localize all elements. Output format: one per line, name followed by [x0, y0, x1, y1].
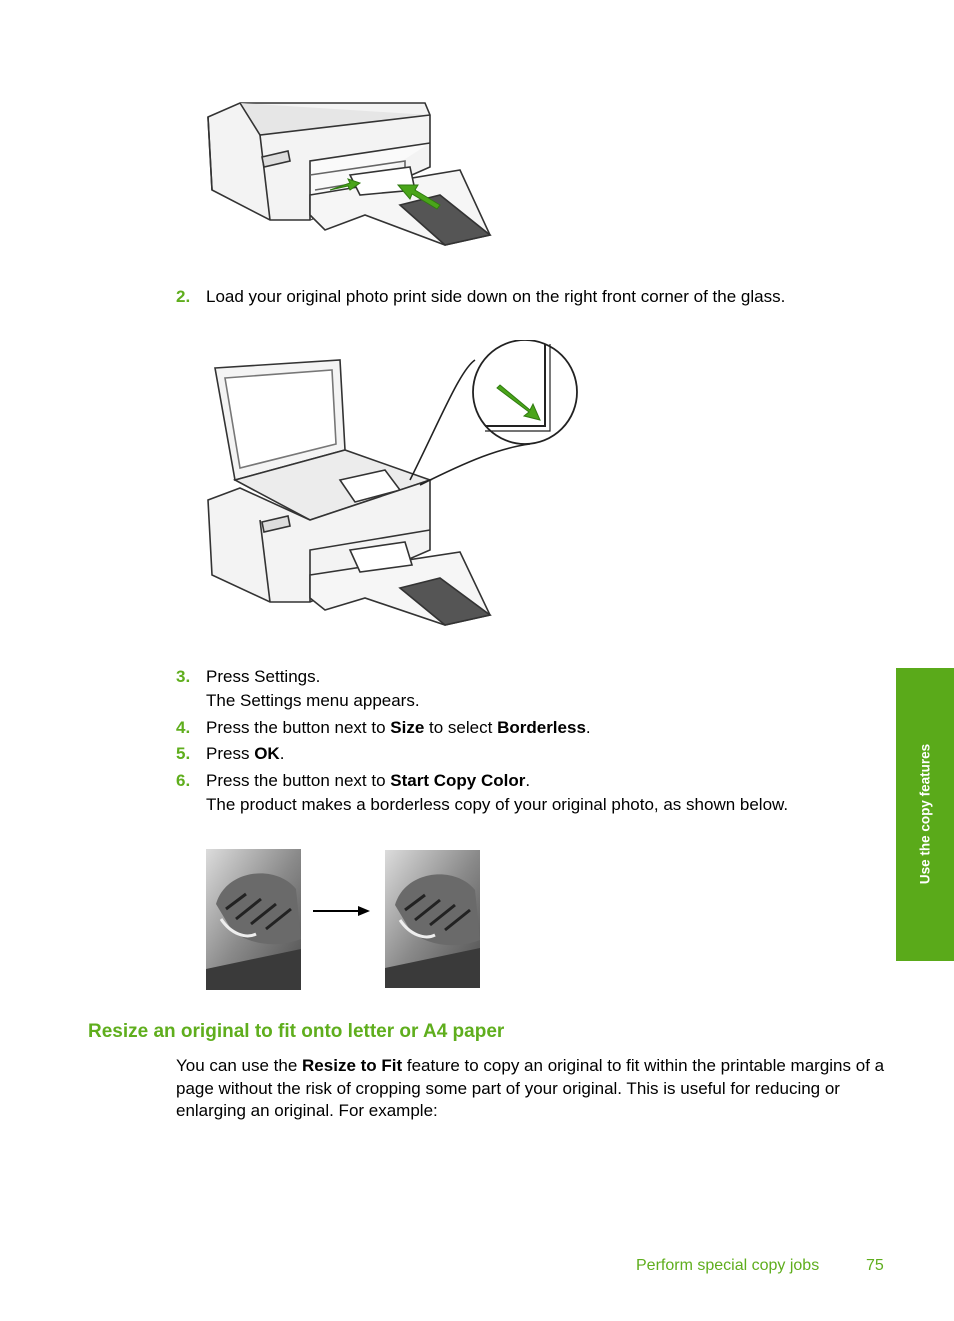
section-heading: Resize an original to fit onto letter or A4 paper: [88, 1021, 505, 1042]
step-subtext: The product makes a borderless copy of your original photo, as shown below.: [206, 795, 789, 814]
bold-term: Start Copy Color: [390, 771, 526, 790]
printer-loading-illustration: [200, 95, 495, 250]
step-subtext: The Settings menu appears.: [206, 691, 420, 710]
step-text: .: [585, 718, 591, 737]
paragraph-text: feature to copy an original to fit within the printable margins of a page without the risk of cropping some part of your original. This is useful for reducing or enlarging an original. For example:: [176, 1056, 885, 1120]
step-number: 5.: [176, 744, 191, 763]
printer-glass-illustration: [200, 340, 580, 630]
arrow-icon: [312, 904, 372, 918]
step-text: .: [525, 771, 531, 790]
step-text: Press the button next to: [206, 718, 391, 737]
step-text: Load your original photo print side down on the right front corner of the glass.: [206, 287, 786, 306]
step-3: [176, 665, 420, 713]
step-text: to select: [424, 718, 498, 737]
step-text: Press: [206, 744, 255, 763]
bold-term: Size: [390, 718, 425, 737]
section-paragraph: [176, 1055, 888, 1123]
step-text: .: [279, 744, 285, 763]
step-4: [176, 716, 591, 740]
page-number: 75: [866, 1257, 884, 1274]
footer-section-title: Perform special copy jobs: [636, 1257, 820, 1274]
step-text: Press the button next to: [206, 771, 391, 790]
step-number: 3.: [176, 667, 191, 686]
step-text: Press Settings.: [206, 667, 321, 686]
step-2: [176, 285, 785, 309]
bold-term: Borderless: [497, 718, 586, 737]
step-5: [176, 742, 284, 766]
bold-term: Resize to Fit: [302, 1056, 403, 1075]
step-number: 2.: [176, 287, 191, 306]
step-6: [176, 769, 788, 817]
step-number: 6.: [176, 771, 191, 790]
tiger-photo-original: [206, 849, 301, 990]
bold-term: OK: [254, 744, 280, 763]
paragraph-text: You can use the: [176, 1056, 303, 1075]
side-tab-label: Use the copy features: [917, 743, 933, 885]
step-number: 4.: [176, 718, 191, 737]
chapter-side-tab: [896, 668, 954, 961]
tiger-photo-copy: [385, 850, 480, 988]
